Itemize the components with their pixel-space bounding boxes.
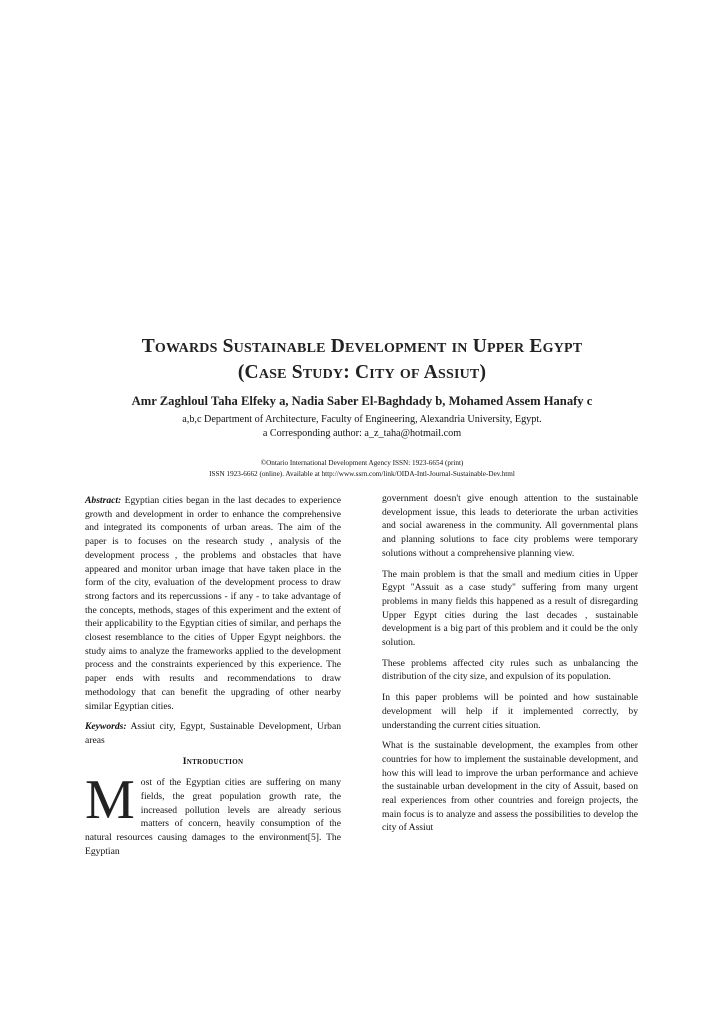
- introduction-paragraph: [85, 769, 341, 858]
- publication-issn-online: ISSN 1923-6662 (online). Available at http://www.ssrn.com/link/OIDA-Intl-Journal-Sustainable-Dev.html: [209, 470, 515, 478]
- author-list: Amr Zaghloul Taha Elfeky a, Nadia Saber El-Baghdady b, Mohamed Assem Hanafy c: [131, 394, 593, 408]
- abstract-text: Egyptian cities began in the last decades to experience growth and development in order to enhance the comprehensive and integrated its components of urban areas. The aim of the paper is to focuses on the research study , analysis of the development process , the problems and obstacles that have appeared and monitor urban image that have taken place in the form of the city, evaluation of the development process to draw strong factors and its repercussions - if any - to take advantage of the concepts, methods, stages of this experiment and the extent of their applicability to the Egyptian cities of similar, and perhaps the closest resemblance to the cities of Upper Egypt neighbors. the study aims to analyze the frameworks applied to the development process and the constraints experienced by this experience. The paper ends with results and recommendations to draw methodology that can benefit the upgrading of other nearby similar Egyptian cities.: [85, 495, 341, 712]
- body-paragraph-4: In this paper problems will be pointed and how sustainable development will help if it implemented correctly, by understanding the current cities situation.: [382, 692, 638, 731]
- keywords-text: Assiut city, Egypt, Sustainable Development, Urban areas: [85, 721, 341, 746]
- publication-info: [0, 458, 724, 480]
- body-paragraph-5: What is the sustainable development, the examples from other countries for how to implement the sustainable development, and how this will lead to improve the urban performance and achieve the sustainable urban development in the city of Assuit, based on real experiences from other countries and foreign projects, the main focus is to analyze and assess the possibilities to develop the city of Assiut: [382, 740, 638, 834]
- keywords-paragraph: [85, 720, 341, 747]
- abstract-label: Abstract:: [85, 495, 122, 506]
- title-line-2: (Case Study: City of Assiut): [237, 362, 487, 383]
- drop-cap: M: [85, 769, 135, 832]
- introduction-heading: Introduction: [182, 755, 244, 767]
- affiliation-block: [0, 413, 724, 441]
- keywords-label: Keywords:: [85, 721, 127, 733]
- abstract-paragraph: [85, 494, 341, 713]
- body-paragraph-3: These problems affected city rules such as unbalancing the distribution of the city size, and expulsion of its population.: [382, 657, 638, 683]
- title-line-1: Towards Sustainable Development in Upper Egypt: [141, 336, 583, 357]
- paper-title: [0, 334, 724, 386]
- introduction-text: ost of the Egyptian cities are suffering on many fields, the great population growth rate, the increased pollution levels are already serious matters of concern, heavily consumption of the natural resources causing damages to the environment[5]. The Egyptian: [85, 777, 341, 857]
- publication-issn-print: ©Ontario International Development Agency ISSN: 1923-6654 (print): [260, 459, 464, 467]
- body-paragraph-1: government doesn't give enough attention to the sustainable development issue, this leads to deteriorate the urban activities and social awareness in the community. All governmental plans and planning solutions to face city problems were temporary solutions without a comprehensive planning view.: [382, 493, 638, 559]
- right-column: [382, 492, 638, 842]
- corresponding-author: a Corresponding author: a_z_taha@hotmail.com: [262, 428, 462, 439]
- left-column: [85, 494, 341, 866]
- affiliation-department: a,b,c Department of Architecture, Faculty of Engineering, Alexandria University, Egypt.: [182, 414, 542, 425]
- body-paragraph-2: The main problem is that the small and medium cities in Upper Egypt "Assuit as a case study" suffering from many urgent problems in many fields this happened as a result of disregarding Upper Egypt cities during the last decades , sustainable development is a big part of this problem and it could be the only solution.: [382, 568, 638, 649]
